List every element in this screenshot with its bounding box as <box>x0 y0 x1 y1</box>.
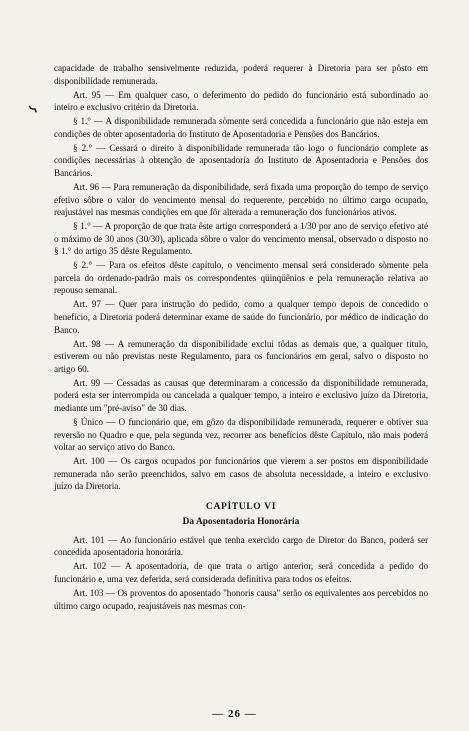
chapter-title: CAPÍTULO VI <box>205 500 277 512</box>
paragraph-art-103: Art. 103 — Os proventos do aposentado "honoris causa" serão os equivalentes aos percebidos no último cargo ocupado, reajustáveis nas mesmas con- <box>54 588 428 611</box>
paragraph-art-96: Art. 96 — Para remuneração da disponibilidade, será fixada uma proporção do tempo de serviço efetivo sôbre o valor do vencimento mensal do requerente, percebido no último cargo ocupado, reajustável nas mesmas condições em que fôr alterada a remuneração dos funcionários ativos. <box>54 181 428 218</box>
paragraph-art-95-par-2: § 2.° — Cessará o direito à disponibilidade remunerada tão logo o funcionário complete as condições necessárias à obtenção de aposentadoria do Instituto de Aposentadoria e Pensões dos Bancários. <box>54 142 428 178</box>
paragraph-art-98: Art. 98 — A remuneração da disponibilidade exclui tôdas as demais que, a qualquer título, estiverem ou não previstas neste Regulamento, para os funcionários em geral, salvo o disposto no artigo 60. <box>54 338 428 374</box>
margin-mark: ᓭ <box>28 103 39 117</box>
paragraph-continuation: capacidade de trabalho sensivelmente reduzida, poderá requerer à Diretoria para ser pôsto em disponibilidade remunerada. <box>54 63 428 86</box>
paragraph-art-102: Art. 102 — A aposentadoria, de que trata o artigo anterior, será concedida a pedido do funcionário e, uma vez deferida, será considerada definitiva para todos os efeitos. <box>54 561 428 585</box>
paragraph-art-97: Art. 97 — Quer para instrução do pedido, como a qualquer tempo depois de concedido o benefício, a Diretoria poderá determinar exame de saúde do funcionário, por médico de indicação do Banco. <box>54 299 428 335</box>
paragraph-art-100: Art. 100 — Os cargos ocupados por funcionários que vierem a ser postos em disponibilidade remunerada não serão preenchidos, salvo em casos de absoluta necessidade, a inteiro e exclusivo juízo da Diretoria. <box>54 456 428 492</box>
paragraph-art-99: Art. 99 — Cessadas as causas que determinaram a concessão da disponibilidade remunerada, poderá esta ser interrompida ou cancelada a qualquer tempo, a inteiro e exclusivo juízo da Diretoria, mediante um "pré-aviso" de 30 dias. <box>54 377 428 413</box>
paragraph-art-101: Art. 101 — Ao funcionário estável que tenha exercido cargo de Diretor do Banco, poderá ser concedida aposentadoria honorária. <box>54 534 428 558</box>
paragraph-art-96-par-1: § 1.° — A proporção de que trata êste artigo corresponderá a 1/30 por ano de serviço efetivo até o máximo de 30 anos (30/30), aplicada sôbre o valor do vencimento mensal, observado o disposto no § 1.° do artigo 35 dêste Regulamento. <box>54 221 428 257</box>
chapter-subtitle: Da Aposentadoria Honorária <box>182 516 300 527</box>
paragraph-art-95: Art. 95 — Em qualquer caso, o deferimento do pedido do funcionário está subordinado ao inteiro e exclusivo critério da Diretoria. <box>54 89 428 113</box>
page-number: — 26 — <box>212 708 257 720</box>
paragraph-art-95-par-1: § 1.° — A disponibilidade remunerada sòmente será concedida a funcionário que não esteja em condições de obter aposentadoria do Instituto de Aposentadoria e Pensões dos Bancários. <box>54 116 428 139</box>
paragraph-art-96-par-2: § 2.° — Para os efeitos dêste capítulo, o vencimento mensal será considerado sòmente pela parcela do ordenado-padrão mais os correspondentes qüinqüênios e pela remuneração relativa ao repouso semanal. <box>54 260 428 296</box>
paragraph-art-99-sole-par: § Único — O funcionário que, em gôzo da disponibilidade remunerada, requerer e obtiver sua reversão no Quadro e que, pela segunda vez, recorrer aos benefícios dêste Capítulo, não mais poderá voltar ao serviço ativo do Banco. <box>54 416 428 453</box>
